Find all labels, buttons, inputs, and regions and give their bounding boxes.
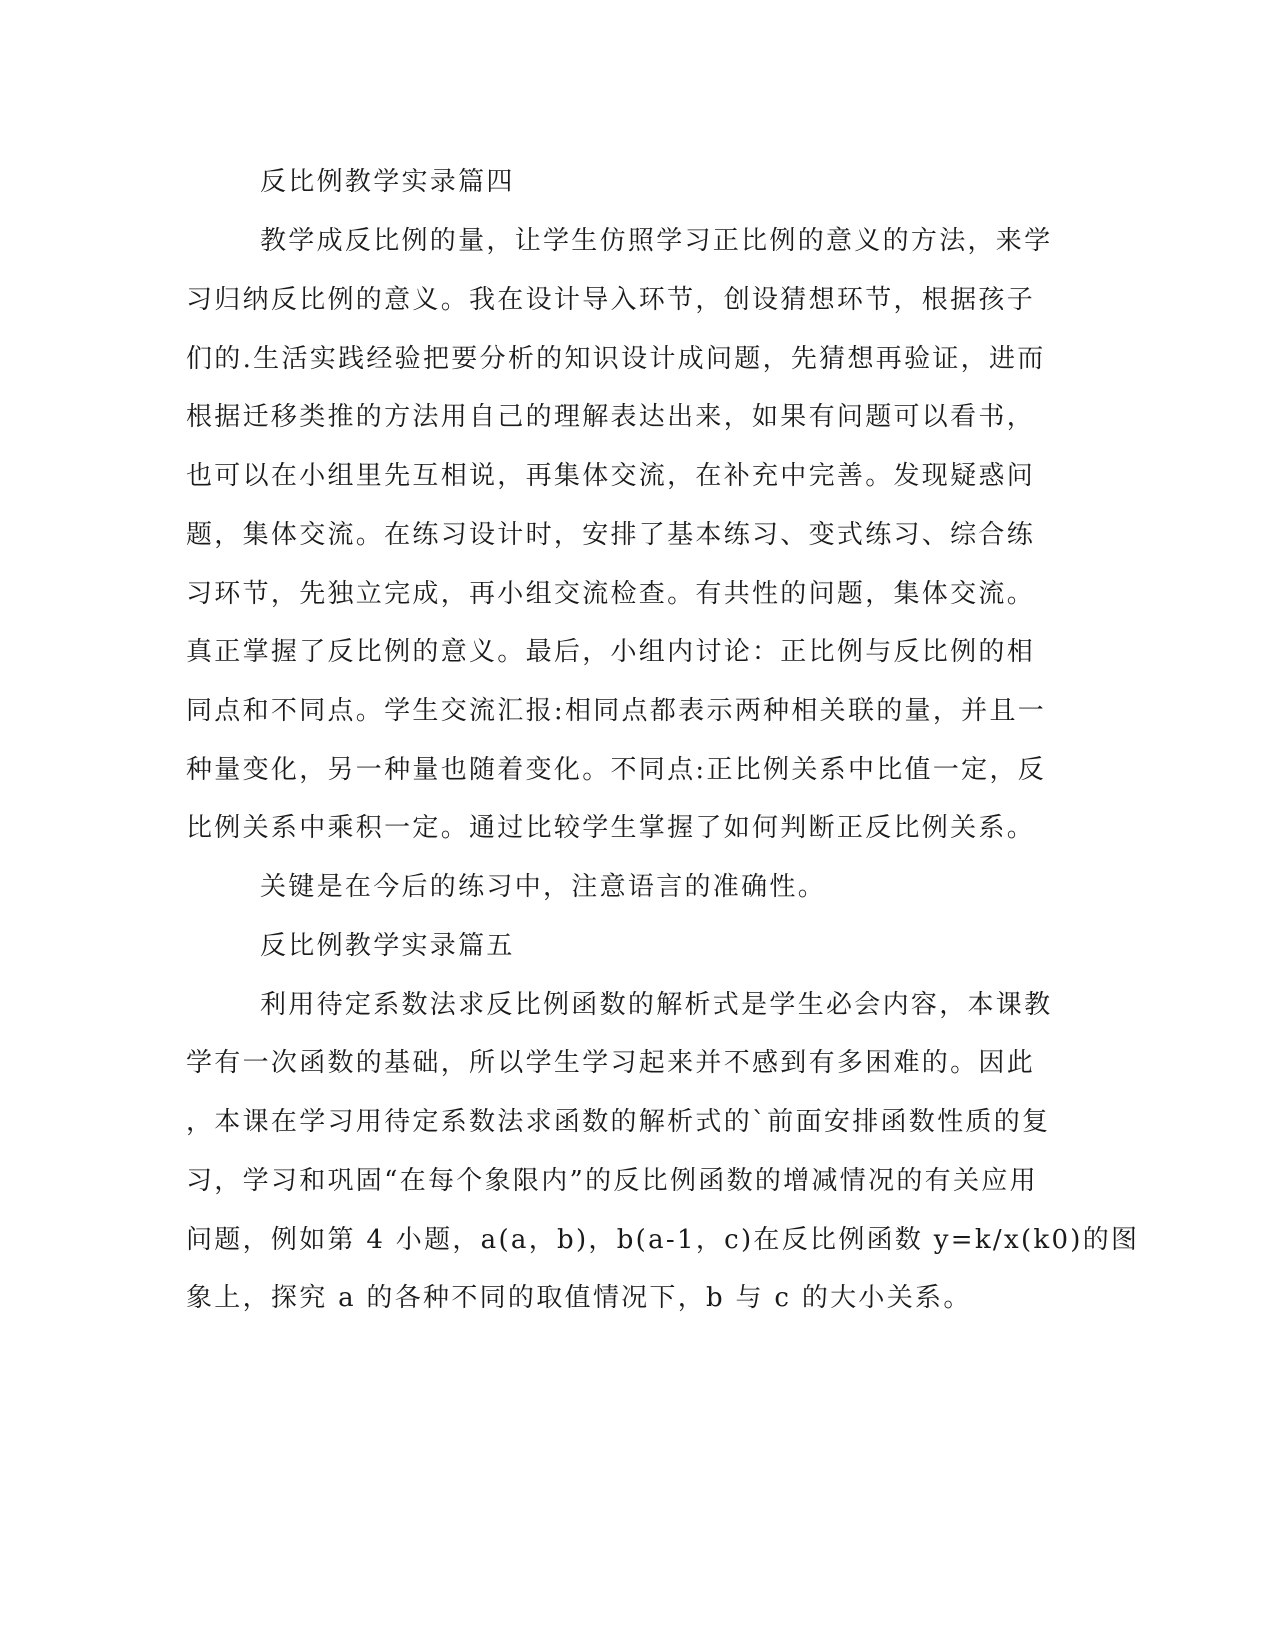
paragraph-line: 也可以在小组里先互相说，再集体交流，在补充中完善。发现疑惑问 [186,461,1036,491]
paragraph-line: 习归纳反比例的意义。我在设计导入环节，创设猜想环节，根据孩子 [186,285,1036,315]
paragraph-line: 问题，例如第 4 小题，a(a，b)，b(a-1，c)在反比例函数 y=k/x(k0)的图 [186,1225,1140,1255]
paragraph-line: 们的.生活实践经验把要分析的知识设计成问题，先猜想再验证，进而 [186,344,1046,374]
paragraph-line: 同点和不同点。学生交流汇报:相同点都表示两种相关联的量，并且一 [186,696,1047,726]
paragraph-line: 根据迁移类推的方法用自己的理解表达出来，如果有问题可以看书， [186,402,1036,432]
section-heading-4: 反比例教学实录篇四 [260,167,515,197]
paragraph-line: 习环节，先独立完成，再小组交流检查。有共性的问题，集体交流。 [186,579,1036,609]
paragraph-line: 习，学习和巩固“在每个象限内”的反比例函数的增减情况的有关应用 [186,1166,1038,1196]
paragraph-line: 题，集体交流。在练习设计时，安排了基本练习、变式练习、综合练 [186,520,1036,550]
paragraph-line: 种量变化，另一种量也随着变化。不同点:正比例关系中比值一定，反 [186,755,1047,785]
paragraph-line: ，本课在学习用待定系数法求函数的解析式的`前面安排函数性质的复 [186,1107,1051,1137]
section-heading-5: 反比例教学实录篇五 [260,931,515,961]
paragraph-line: 关键是在今后的练习中，注意语言的准确性。 [260,872,827,902]
paragraph-line: 真正掌握了反比例的意义。最后，小组内讨论：正比例与反比例的相 [186,637,1036,667]
paragraph-line: 比例关系中乘积一定。通过比较学生掌握了如何判断正反比例关系。 [186,813,1036,843]
paragraph-line: 利用待定系数法求反比例函数的解析式是学生必会内容，本课教 [260,990,1053,1020]
paragraph-line: 学有一次函数的基础，所以学生学习起来并不感到有多困难的。因此 [186,1048,1036,1078]
paragraph-line: 象上，探究 a 的各种不同的取值情况下，b 与 c 的大小关系。 [186,1283,972,1313]
paragraph-line: 教学成反比例的量，让学生仿照学习正比例的意义的方法，来学 [260,226,1053,256]
